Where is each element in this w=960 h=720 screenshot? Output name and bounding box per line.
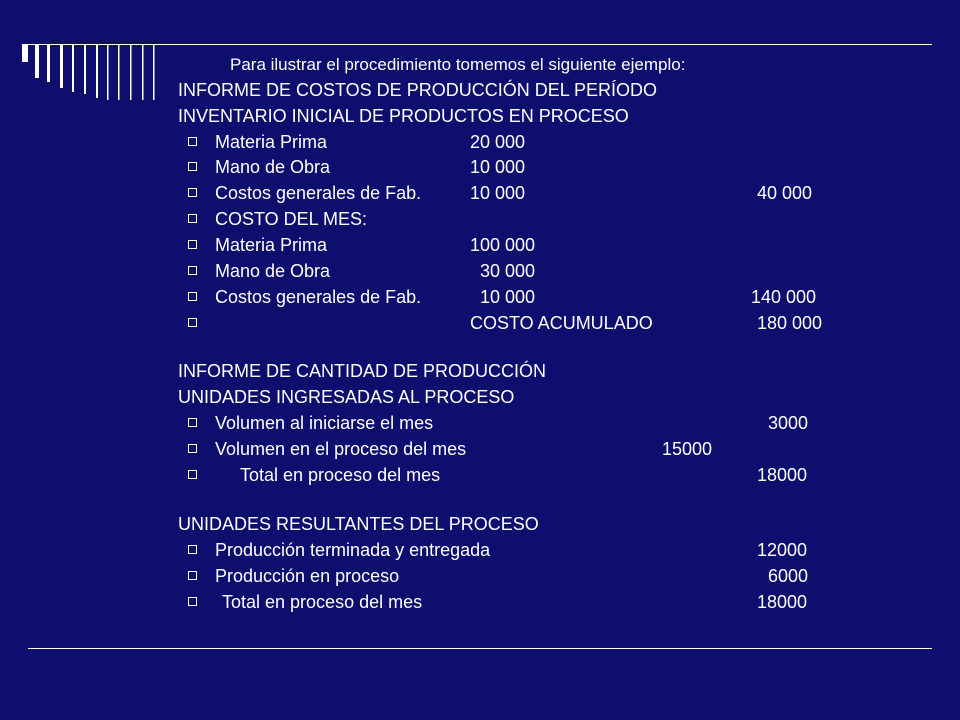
row-value: 30 000 <box>480 261 536 281</box>
row-value: 10 000 <box>470 183 526 203</box>
bullet-icon <box>188 470 197 479</box>
row-total: 140 000 <box>751 287 817 307</box>
bullet-icon <box>188 240 197 249</box>
row-value: 10 000 <box>470 157 526 177</box>
row-label: Mano de Obra <box>215 157 331 177</box>
row-total: 180 000 <box>757 313 823 333</box>
bullet-icon <box>188 214 197 223</box>
row-label: Producción terminada y entregada <box>215 540 491 560</box>
row-label: Producción en proceso <box>215 566 400 586</box>
row-label: Materia Prima <box>215 132 328 152</box>
bullet-icon <box>188 292 197 301</box>
row-total: 18000 <box>757 465 808 485</box>
row-label: Total en proceso del mes <box>222 592 423 612</box>
row-value: COSTO ACUMULADO <box>470 313 653 333</box>
row-value: 15000 <box>662 439 713 459</box>
bullet-icon <box>188 545 197 554</box>
row-total: 3000 <box>768 413 809 433</box>
row-label: COSTO DEL MES: <box>215 209 368 229</box>
row-total: 18000 <box>757 592 808 612</box>
row-label: Materia Prima <box>215 235 328 255</box>
bullet-icon <box>188 418 197 427</box>
bullet-icon <box>188 597 197 606</box>
bottom-rule <box>28 648 932 649</box>
intro-text: Para ilustrar el procedimiento tomemos el siguiente ejemplo: <box>230 55 686 74</box>
section1-subtitle: INVENTARIO INICIAL DE PRODUCTOS EN PROCESO <box>178 106 629 126</box>
bullet-icon <box>188 162 197 171</box>
row-label: Mano de Obra <box>215 261 331 281</box>
row-label: Volumen en el proceso del mes <box>215 439 467 459</box>
row-label: Total en proceso del mes <box>240 465 441 485</box>
bullet-icon <box>188 318 197 327</box>
bullet-icon <box>188 188 197 197</box>
row-value: 10 000 <box>480 287 536 307</box>
row-value: 20 000 <box>470 132 526 152</box>
bullet-icon <box>188 266 197 275</box>
top-rule <box>22 44 932 45</box>
row-total: 12000 <box>757 540 808 560</box>
bullet-icon <box>188 444 197 453</box>
row-total: 6000 <box>768 566 809 586</box>
row-total: 40 000 <box>757 183 813 203</box>
row-label: Costos generales de Fab. <box>215 183 422 203</box>
row-label: Volumen al iniciarse el mes <box>215 413 434 433</box>
section3-title: UNIDADES RESULTANTES DEL PROCESO <box>178 514 539 534</box>
section2-title: INFORME DE CANTIDAD DE PRODUCCIÓN <box>178 361 547 381</box>
row-value: 100 000 <box>470 235 536 255</box>
bullet-icon <box>188 137 197 146</box>
section1-title: INFORME DE COSTOS DE PRODUCCIÓN DEL PERÍODO <box>178 80 658 100</box>
section2-subtitle: UNIDADES INGRESADAS AL PROCESO <box>178 387 515 407</box>
bullet-icon <box>188 571 197 580</box>
row-label: Costos generales de Fab. <box>215 287 422 307</box>
